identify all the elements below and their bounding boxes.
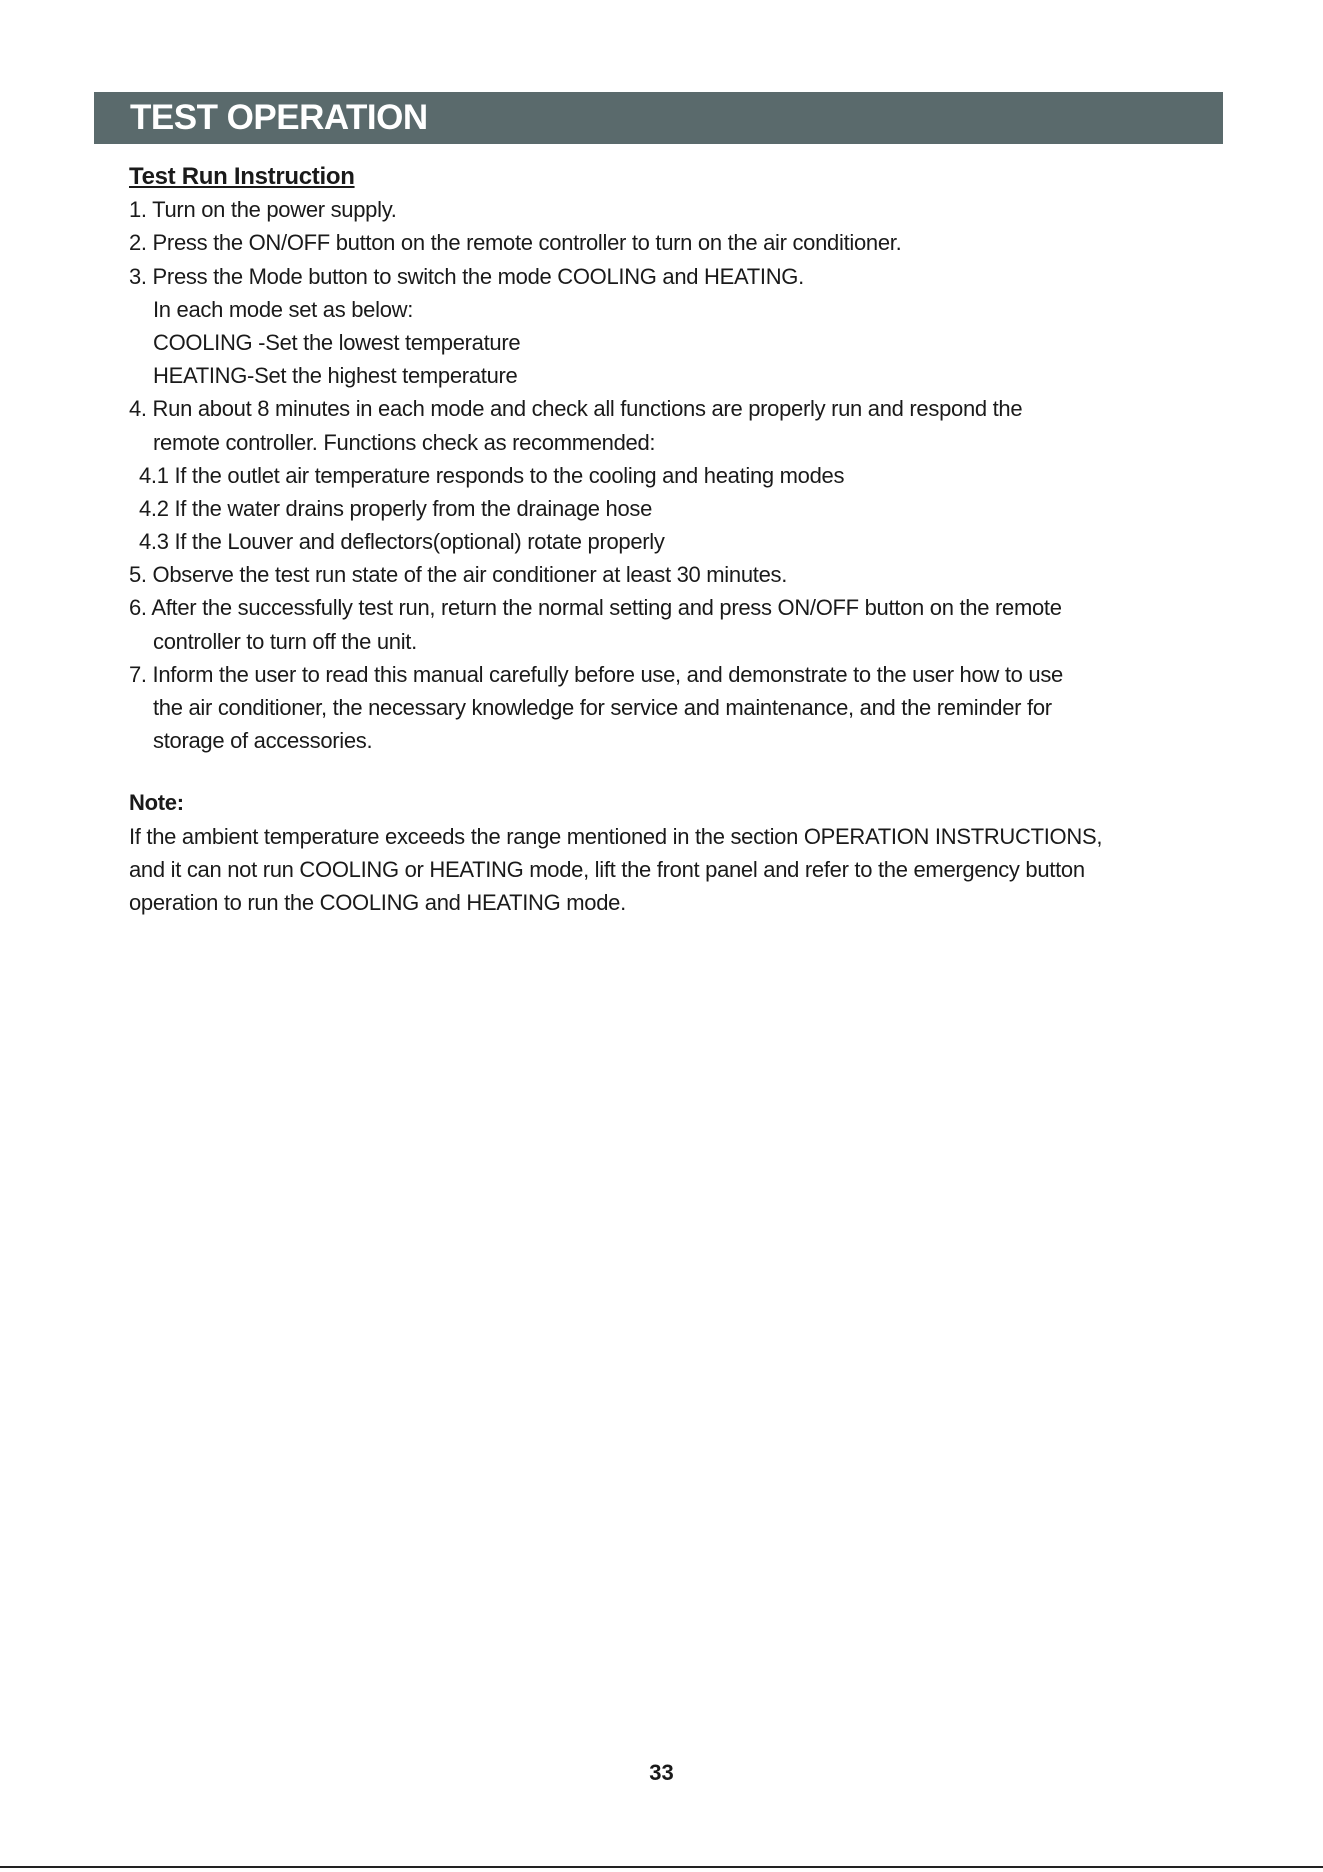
test-run-heading: Test Run Instruction bbox=[129, 163, 355, 190]
instruction-step-3: 3. Press the Mode button to switch the mode COOLING and HEATING. bbox=[129, 263, 804, 289]
note-line-3: operation to run the COOLING and HEATING mode. bbox=[129, 889, 626, 915]
heating-setting: HEATING-Set the highest temperature bbox=[153, 363, 518, 389]
instruction-step-7-continued: the air conditioner, the necessary knowledge for service and maintenance, and the reminder for bbox=[153, 695, 1052, 720]
instruction-step-4-continued: remote controller. Functions check as recommended: bbox=[153, 429, 656, 455]
section-spacer bbox=[129, 757, 1249, 786]
instruction-step-2: 2. Press the ON/OFF button on the remote controller to turn on the air conditioner. bbox=[129, 230, 902, 256]
note-line-1: If the ambient temperature exceeds the range mentioned in the section OPERATION INSTRUCTIONS, bbox=[129, 823, 1103, 849]
instruction-step-6: 6. After the successfully test run, return the normal setting and press ON/OFF button on the remote bbox=[129, 595, 1062, 621]
instruction-step-7-end: storage of accessories. bbox=[153, 728, 373, 754]
instruction-step-1: 1. Turn on the power supply. bbox=[129, 197, 397, 223]
check-item-4-1: 4.1 If the outlet air temperature responds to the cooling and heating modes bbox=[139, 462, 845, 488]
instruction-step-4: 4. Run about 8 minutes in each mode and check all functions are properly run and respond the bbox=[129, 396, 1023, 422]
note-line-2: and it can not run COOLING or HEATING mode, lift the front panel and refer to the emergency button bbox=[129, 856, 1085, 882]
check-item-4-3: 4.3 If the Louver and deflectors(optional) rotate properly bbox=[139, 529, 665, 555]
instruction-step-7: 7. Inform the user to read this manual carefully before use, and demonstrate to the user how to use bbox=[129, 661, 1063, 687]
note-heading: Note: bbox=[129, 790, 184, 816]
section-title: TEST OPERATION bbox=[130, 98, 428, 137]
cooling-setting: COOLING -Set the lowest temperature bbox=[153, 329, 521, 355]
check-item-4-2: 4.2 If the water drains properly from the drainage hose bbox=[139, 495, 653, 521]
mode-setting-intro: In each mode set as below: bbox=[153, 296, 414, 322]
page-bottom-rule bbox=[0, 1866, 1323, 1868]
page-number: 33 bbox=[649, 1760, 674, 1785]
page-content bbox=[129, 160, 1249, 919]
section-header-bar bbox=[94, 92, 1223, 144]
instruction-step-5: 5. Observe the test run state of the air conditioner at least 30 minutes. bbox=[129, 562, 788, 588]
instruction-step-6-continued: controller to turn off the unit. bbox=[153, 628, 417, 654]
